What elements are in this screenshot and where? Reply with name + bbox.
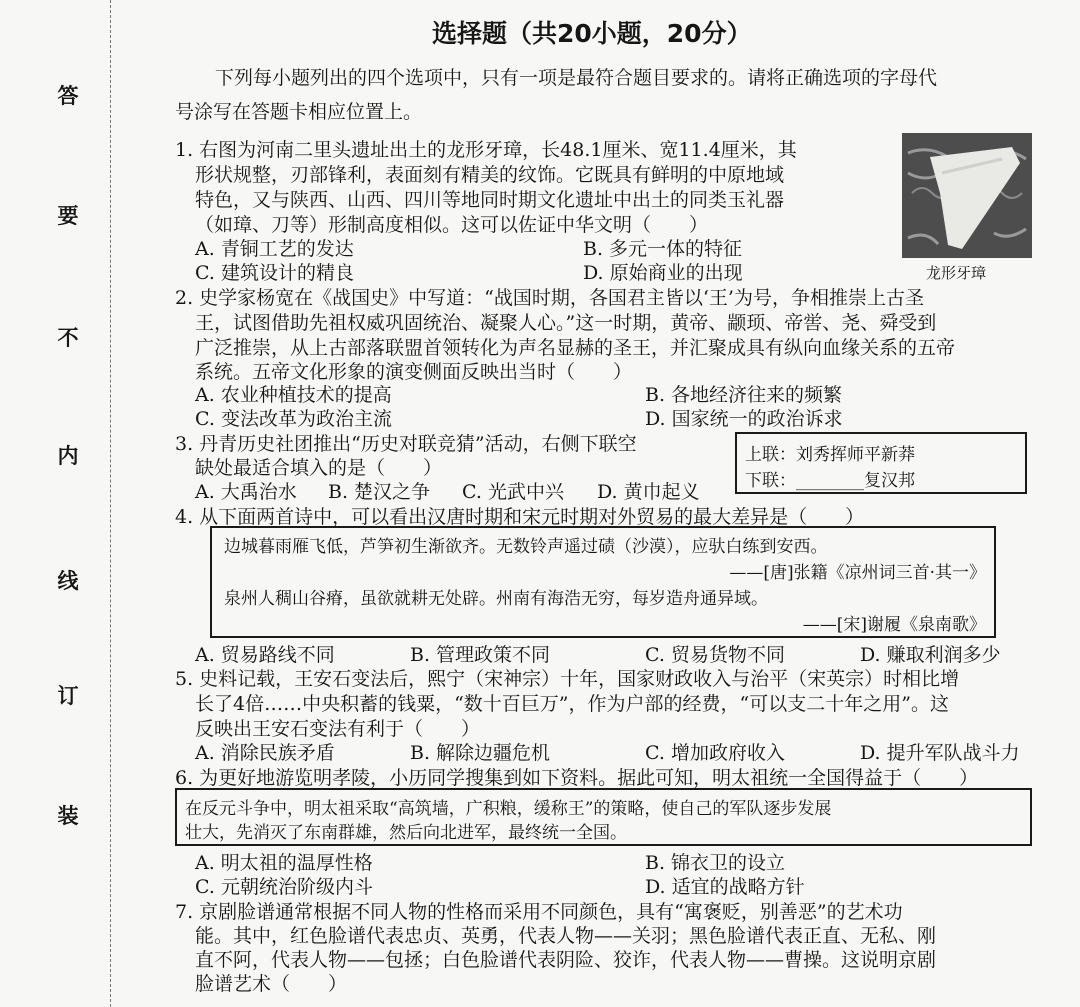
poem-line: 边城暮雨雁飞低，芦笋初生渐欲齐。无数铃声遥过碛（沙漠），应驮白练到安西。	[224, 537, 828, 557]
q2-stem-line: 广泛推崇，从上古部落联盟首领转化为声名显赫的圣王，并汇聚成具有纵向血缘关系的五帝	[195, 337, 956, 359]
q6-material-box	[175, 788, 1032, 846]
q1-stem-line: 形状规整，刃部锋利，表面刻有精美的纹饰。它既具有鲜明的中原地域	[195, 164, 785, 186]
instruction-line: 号涂写在答题卡相应位置上。	[175, 101, 423, 123]
q4-option-c[interactable]: C. 贸易货物不同	[645, 644, 785, 666]
q1-option-b[interactable]: B. 多元一体的特征	[583, 238, 743, 260]
q6-material-line: 壮大，先消灭了东南群雄，然后向北进军，最终统一全国。	[185, 823, 627, 843]
q1-option-d[interactable]: D. 原始商业的出现	[583, 262, 743, 284]
q1-stem-line: （如璋、刀等）形制高度相似。这可以佐证中华文明（ ）	[195, 214, 709, 236]
q7-stem-line: 7. 京剧脸谱通常根据不同人物的性格而采用不同颜色，具有“寓褒贬，别善恶”的艺术功	[175, 901, 903, 923]
q6-option-d[interactable]: D. 适宜的战略方针	[645, 876, 805, 898]
q7-stem-line: 能。其中，红色脸谱代表忠贞、英勇，代表人物——关羽；黑色脸谱代表正直、无私、刚	[195, 925, 937, 947]
q3-option-a[interactable]: A. 大禹治水	[195, 481, 297, 503]
q2-option-c[interactable]: C. 变法改革为政治主流	[195, 408, 392, 430]
q5-stem-line: 长了4倍……中央积蓄的钱粟，“数十百巨万”，作为户部的经费，“可以支二十年之用”。这	[195, 693, 949, 715]
q5-option-d[interactable]: D. 提升军队战斗力	[860, 742, 1020, 764]
q6-option-c[interactable]: C. 元朝统治阶级内斗	[195, 876, 373, 898]
poem-line: 泉州人稠山谷瘠，虽欲就耕无处辟。州南有海浩无穷，每岁造舟通异域。	[224, 589, 768, 609]
q2-stem-line: 王，试图借助先祖权威巩固统治、凝聚人心。”这一时期，黄帝、颛顼、帝喾、尧、舜受到	[195, 312, 937, 334]
poem-source: ——[宋]谢履《泉南歌》	[802, 615, 986, 635]
q1-option-a[interactable]: A. 青铜工艺的发达	[195, 238, 354, 260]
q4-option-a[interactable]: A. 贸易路线不同	[195, 644, 335, 666]
q3-stem-line: 3. 丹青历史社团推出“历史对联竞猜”活动，右侧下联空	[175, 433, 637, 455]
binding-char: 内	[57, 444, 79, 468]
q2-option-d[interactable]: D. 国家统一的政治诉求	[645, 408, 843, 430]
instruction-line: 下列每小题列出的四个选项中，只有一项是最符合题目要求的。请将正确选项的字母代	[215, 67, 938, 89]
q1-stem-line: 特色，又与陕西、山西、四川等地同时期文化遗址中出土的同类玉礼器	[195, 189, 785, 211]
q1-stem-line: 1. 右图为河南二里头遗址出土的龙形牙璋，长48.1厘米、宽11.4厘米，其	[175, 139, 797, 161]
couplet-upper: 上联：刘秀挥师平新莽	[745, 445, 915, 465]
couplet-box	[735, 432, 1027, 494]
q3-option-d[interactable]: D. 黄巾起义	[597, 481, 700, 503]
q7-stem-line: 直不阿，代表人物——包拯；白色脸谱代表阴险、狡诈，代表人物——曹操。这说明京剧	[195, 949, 937, 971]
q5-stem-line: 5. 史料记载，王安石变法后，熙宁（宋神宗）十年，国家财政收入与治平（宋英宗）时相比增	[175, 668, 960, 690]
q6-option-a[interactable]: A. 明太祖的温厚性格	[195, 852, 373, 874]
jade-zhang-image	[902, 133, 1032, 258]
q6-stem: 6. 为更好地游览明孝陵，小历同学搜集到如下资料。据此可知，明太祖统一全国得益于（ ）	[175, 767, 979, 789]
q5-option-c[interactable]: C. 增加政府收入	[645, 742, 785, 764]
q4-option-d[interactable]: D. 赚取利润多少	[860, 644, 1001, 666]
q2-option-b[interactable]: B. 各地经济往来的频繁	[645, 384, 843, 406]
binding-char: 不	[57, 326, 79, 350]
section-title: 选择题（共20小题，20分）	[432, 19, 752, 48]
q3-option-b[interactable]: B. 楚汉之争	[328, 481, 431, 503]
figure-caption: 龙形牙璋	[926, 264, 987, 282]
binding-margin	[0, 0, 111, 1007]
q1-option-c[interactable]: C. 建筑设计的精良	[195, 262, 354, 284]
q2-stem-line: 系统。五帝文化形象的演变侧面反映出当时（ ）	[195, 361, 633, 383]
binding-char: 要	[57, 204, 79, 228]
q4-stem: 4. 从下面两首诗中，可以看出汉唐时期和宋元时期对外贸易的最大差异是（ ）	[175, 506, 865, 528]
binding-char: 装	[57, 804, 79, 828]
q3-option-c[interactable]: C. 光武中兴	[462, 481, 564, 503]
couplet-lower: 下联：________复汉邦	[745, 471, 915, 491]
q7-stem-line: 脸谱艺术（ ）	[195, 973, 348, 995]
q6-material-line: 在反元斗争中，明太祖采取“高筑墙，广积粮，缓称王”的策略，使自己的军队逐步发展	[185, 799, 832, 819]
q3-stem-line: 缺处最适合填入的是（ ）	[195, 457, 443, 479]
poem-box	[210, 526, 996, 638]
q5-option-b[interactable]: B. 解除边疆危机	[410, 742, 551, 764]
binding-char: 线	[57, 569, 79, 593]
poem-source: ——[唐]张籍《凉州词三首·其一》	[729, 563, 986, 583]
q5-stem-line: 反映出王安石变法有利于（ ）	[195, 718, 481, 740]
q2-stem-line: 2. 史学家杨宽在《战国史》中写道：“战国时期，各国君主皆以‘王’为号，争相推崇上古圣	[175, 287, 924, 309]
q5-option-a[interactable]: A. 消除民族矛盾	[195, 742, 335, 764]
binding-char: 答	[57, 84, 79, 108]
q6-option-b[interactable]: B. 锦衣卫的设立	[645, 852, 786, 874]
q4-option-b[interactable]: B. 管理政策不同	[410, 644, 551, 666]
binding-char: 订	[57, 684, 79, 708]
q2-option-a[interactable]: A. 农业种植技术的提高	[195, 384, 392, 406]
